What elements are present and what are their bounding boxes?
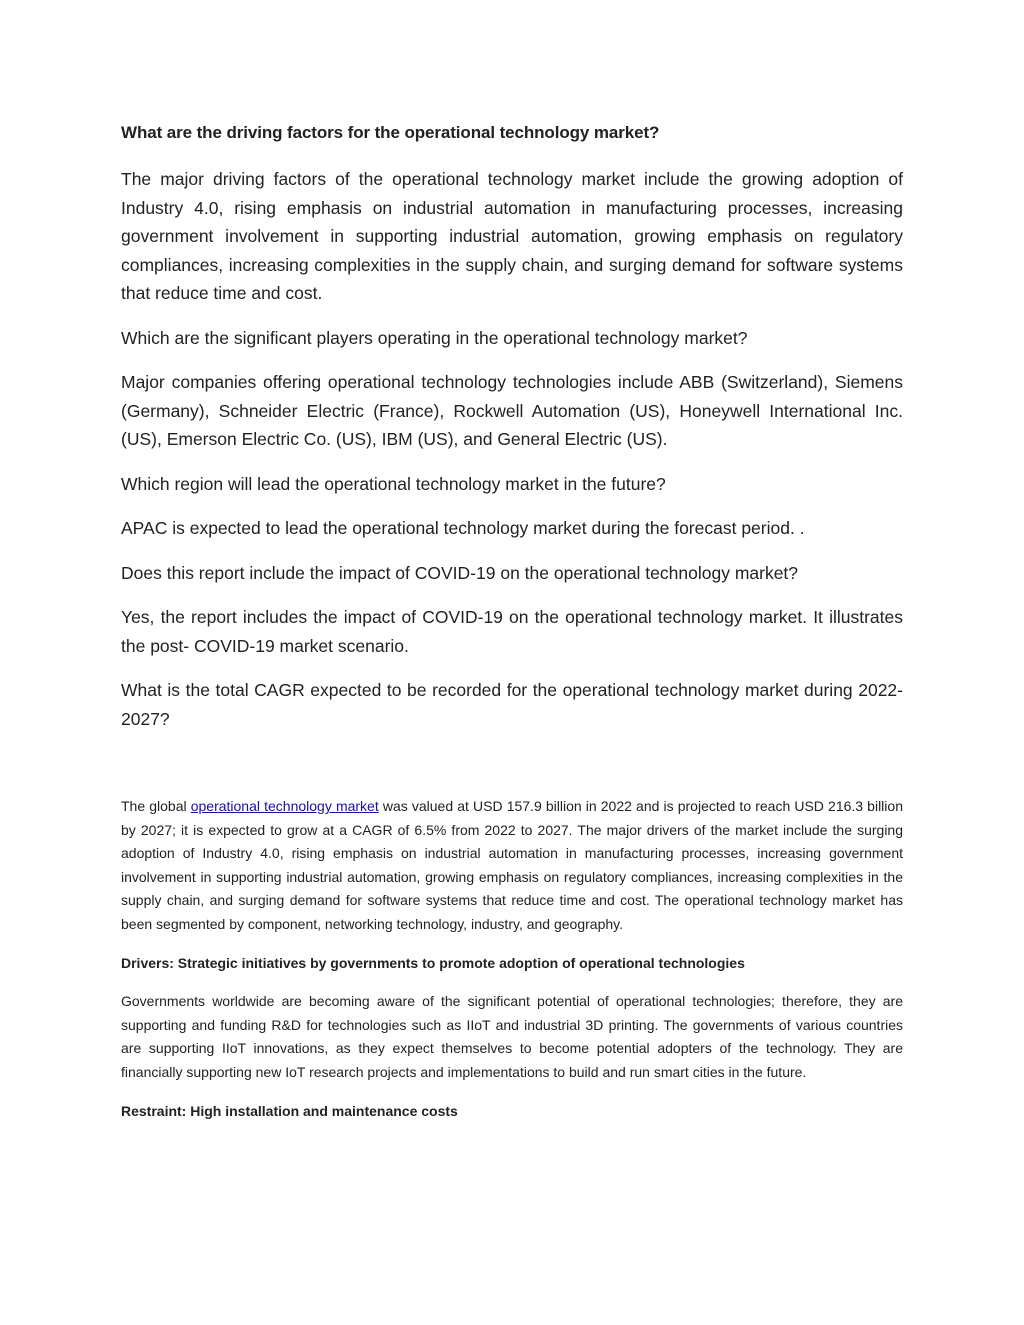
operational-technology-market-link[interactable]: operational technology market xyxy=(190,798,379,814)
drivers-body: Governments worldwide are becoming aware of the significant potential of operational technologies; therefore, they are supporting and funding R&D for technologies such as IIoT and industrial 3D printing. The governments of various countries are supporting IIoT innovations, as they expect themselves to become potential adopters of the technology. They are financially supporting new IoT research projects and implementations to build and run smart cities in the future. xyxy=(121,993,903,1080)
document-page xyxy=(121,121,903,1138)
faq-question-covid: Does this report include the impact of COVID-19 on the operational technology market? xyxy=(121,562,799,583)
faq-answer-region: APAC is expected to lead the operational technology market during the forecast period. . xyxy=(121,518,805,538)
overview-suffix: was valued at USD 157.9 billion in 2022 and is projected to reach USD 216.3 billion by 2027; it is expected to grow at a CAGR of 6.5% from 2022 to 2027. The major drivers of the market include the surging adoption of Industry 4.0, rising emphasis on industrial automation in manufacturing processes, increasing government involvement in supporting industrial automation, growing emphasis on regulatory compliances, increasing complexities in the supply chain, and surging demand for software systems that reduce time and cost. The operational technology market has been segmented by component, networking technology, industry, and geography. xyxy=(121,798,903,932)
faq-question-players: Which are the significant players operating in the operational technology market? xyxy=(121,327,748,348)
faq-question-cagr: What is the total CAGR expected to be recorded for the operational technology market during 2022-2027? xyxy=(121,680,903,729)
overview-prefix: The global xyxy=(121,798,191,814)
faq-answer-players: Major companies offering operational technology technologies include ABB (Switzerland), Siemens (Germany), Schneider Electric (France), Rockwell Automation (US), Honeywell International Inc. (US), Emerson Electric Co. (US), IBM (US), and General Electric (US). xyxy=(121,372,903,449)
faq-answer-covid: Yes, the report includes the impact of COVID-19 on the operational technology market. It illustrates the post- COVID-19 market scenario. xyxy=(121,607,903,656)
faq-question-region: Which region will lead the operational technology market in the future? xyxy=(121,473,666,494)
market-overview-paragraph xyxy=(121,795,903,936)
faq-question-driving-factors: What are the driving factors for the operational technology market? xyxy=(121,123,660,142)
faq-answer-driving-factors: The major driving factors of the operational technology market include the growing adoption of Industry 4.0, rising emphasis on industrial automation in manufacturing processes, increasing government involvement in supporting industrial automation, growing emphasis on regulatory compliances, increasing complexities in the supply chain, and surging demand for software systems that reduce time and cost. xyxy=(121,169,903,303)
section-spacer xyxy=(121,749,903,795)
restraint-heading: Restraint: High installation and maintenance costs xyxy=(121,1103,458,1119)
drivers-heading: Drivers: Strategic initiatives by governments to promote adoption of operational technologies xyxy=(121,955,745,971)
